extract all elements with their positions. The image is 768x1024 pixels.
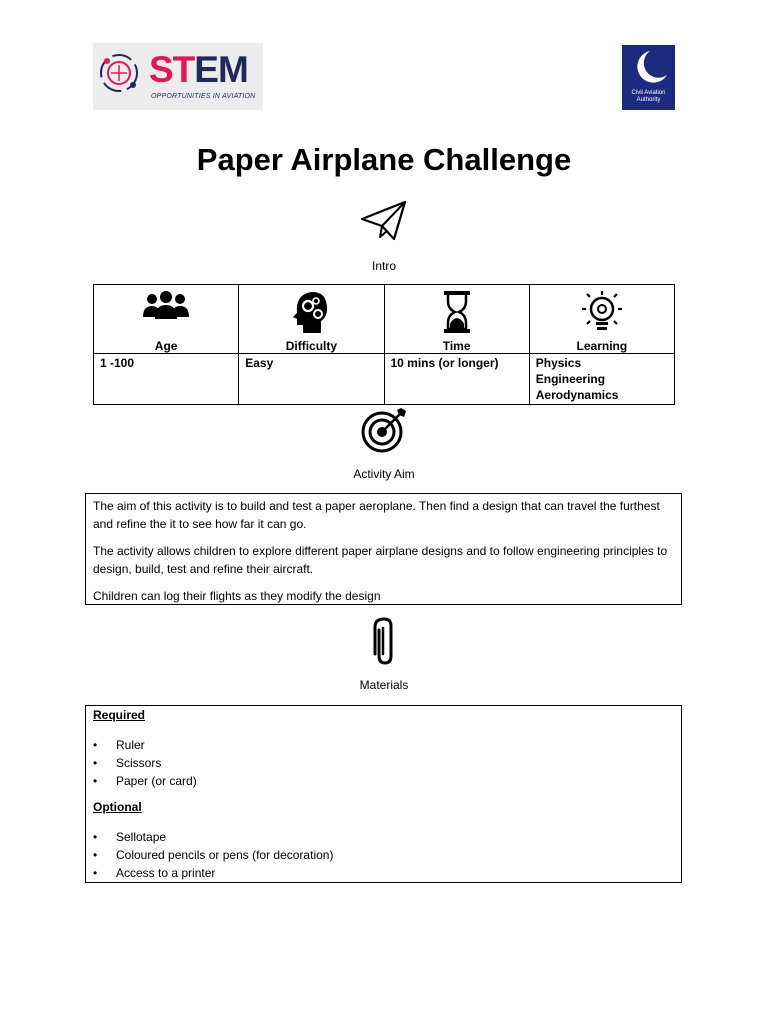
required-list — [93, 736, 674, 790]
intro-header-learning: Learning — [576, 339, 628, 353]
intro-header-difficulty: Difficulty — [285, 339, 338, 353]
list-item-text: Ruler — [116, 738, 145, 752]
aim-paragraph: Children can log their flights as they modify the design — [93, 589, 381, 603]
list-item-text: Coloured pencils or pens (for decoration) — [116, 848, 334, 862]
hourglass-icon — [442, 289, 472, 335]
intro-value-line: Easy — [245, 356, 274, 370]
optional-list — [93, 828, 674, 882]
paper-plane-icon — [360, 199, 408, 243]
intro-value-line: Physics — [535, 356, 582, 370]
intro-label: Intro — [371, 259, 396, 273]
aim-paragraph: The aim of this activity is to build and test a paper aeroplane. Then find a design that can travel the furthest and refine the it to see how far it can go. — [93, 499, 660, 531]
intro-icon-wrap — [0, 199, 768, 248]
stem-logo — [93, 43, 263, 110]
stem-logo-text: STEM — [149, 49, 248, 90]
intro-value-line: 1 -100 — [100, 356, 135, 370]
brain-gears-icon — [291, 289, 331, 335]
page-title: Paper Airplane Challenge — [196, 142, 572, 177]
list-item-text: Sellotape — [116, 830, 167, 844]
intro-value-line: Aerodynamics — [535, 388, 619, 402]
intro-cell-difficulty — [239, 285, 384, 354]
materials-icon-wrap — [0, 616, 768, 671]
intro-header-row — [94, 285, 675, 354]
bullet: • — [93, 830, 98, 844]
intro-value-row — [94, 354, 675, 405]
intro-value-age — [94, 354, 239, 405]
stem-logo-tagline: OPPORTUNITIES IN AVIATION — [151, 93, 256, 100]
intro-cell-age — [94, 285, 239, 354]
materials-box — [85, 705, 682, 883]
aim-icon-wrap — [0, 407, 768, 458]
bullet: • — [93, 774, 98, 788]
bullet: • — [93, 738, 98, 752]
intro-cell-learning — [529, 285, 674, 354]
list-item — [93, 846, 674, 864]
list-item-text: Paper (or card) — [116, 774, 197, 788]
group-people-icon — [141, 289, 191, 323]
stem-emblem-icon — [93, 43, 149, 110]
paperclip-icon — [371, 616, 397, 666]
target-icon — [361, 407, 407, 453]
bullet: • — [93, 848, 98, 862]
list-item-text: Access to a printer — [116, 866, 216, 880]
aim-box — [85, 493, 682, 605]
caa-logo-text: Civil Aviation Authority — [631, 90, 666, 103]
required-heading: Required — [93, 708, 146, 722]
aim-label: Activity Aim — [353, 467, 415, 481]
intro-table — [93, 284, 675, 405]
intro-value-line: 10 mins (or longer) — [390, 356, 499, 370]
aim-paragraph: The activity allows children to explore different paper airplane designs and to follow engineering principles to design, build, test and refine their aircraft. — [93, 544, 668, 576]
caa-crescent-icon — [622, 45, 675, 89]
materials-label: Materials — [359, 678, 409, 692]
caa-logo — [622, 45, 675, 110]
intro-value-learning — [529, 354, 674, 405]
intro-value-line: Engineering — [535, 372, 606, 386]
list-item — [93, 736, 674, 754]
list-item — [93, 772, 674, 790]
list-item — [93, 828, 674, 846]
bullet: • — [93, 866, 98, 880]
list-item — [93, 754, 674, 772]
intro-cell-time — [384, 285, 529, 354]
list-item — [93, 864, 674, 882]
intro-value-time — [384, 354, 529, 405]
optional-heading: Optional — [93, 800, 142, 814]
intro-header-age: Age — [154, 339, 178, 353]
lightbulb-icon — [578, 289, 626, 335]
intro-value-difficulty — [239, 354, 384, 405]
list-item-text: Scissors — [116, 756, 162, 770]
intro-header-time: Time — [442, 339, 471, 353]
bullet: • — [93, 756, 98, 770]
